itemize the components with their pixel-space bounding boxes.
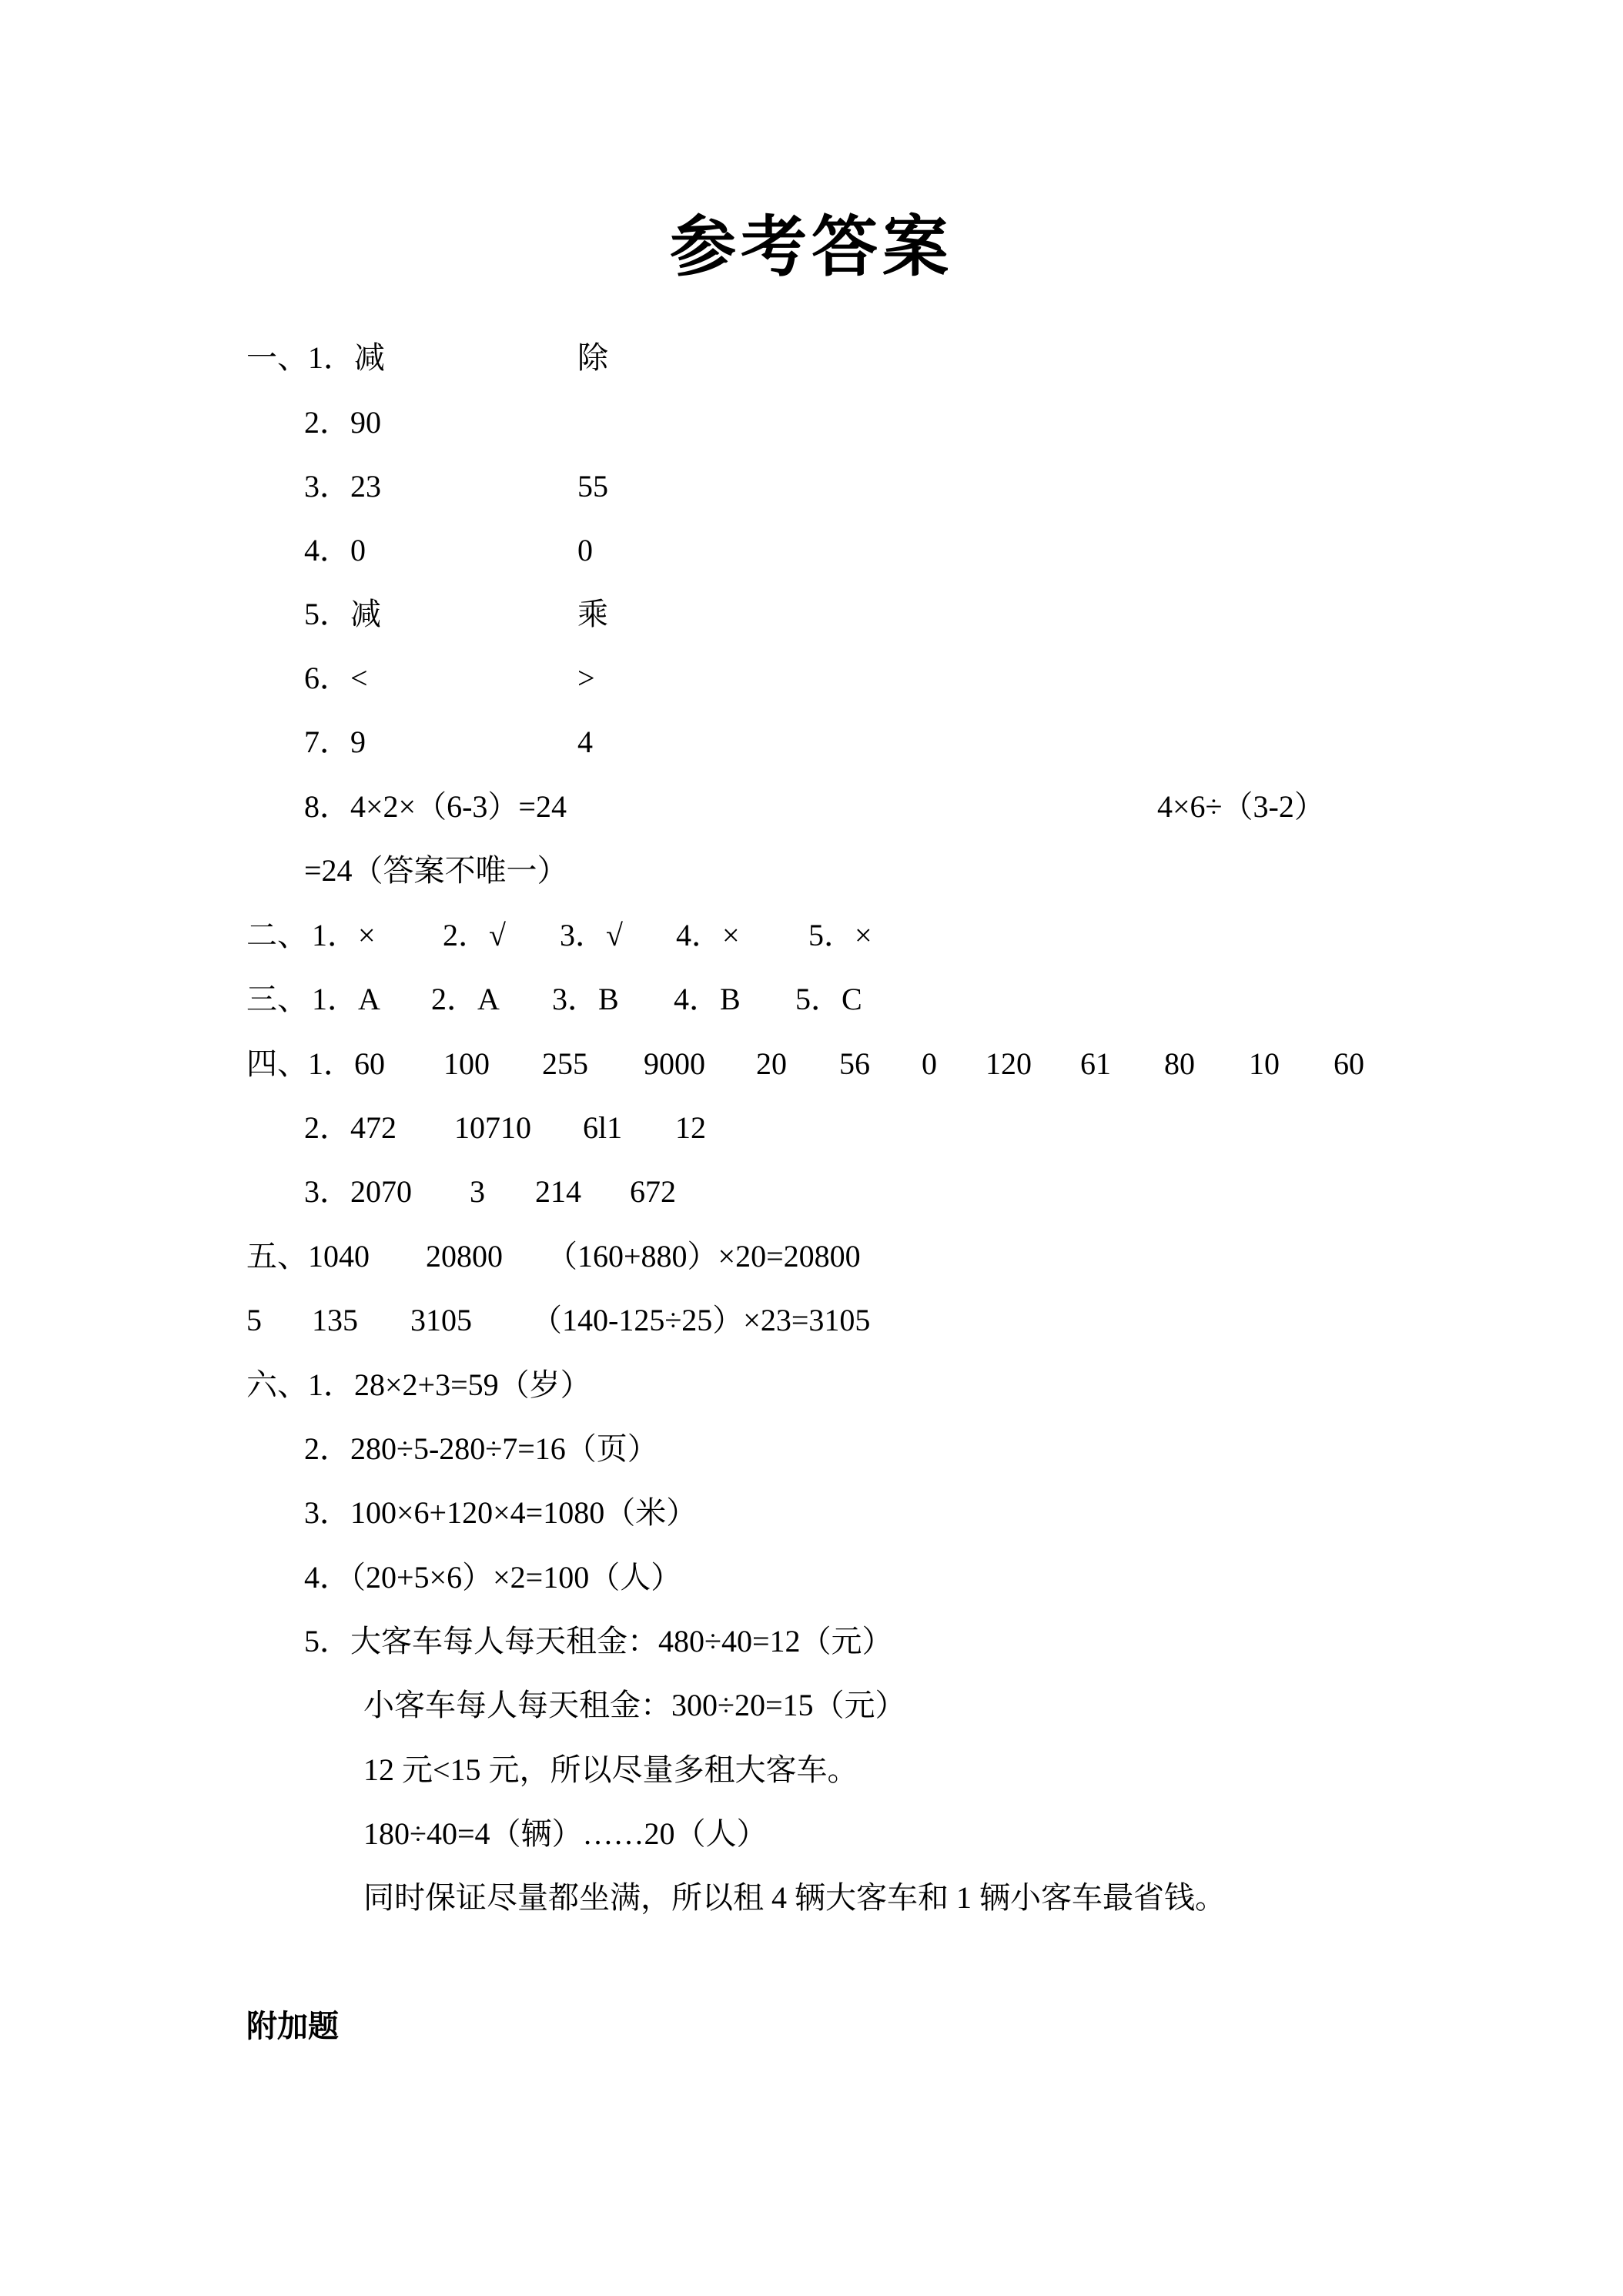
answer-cell: 20800 xyxy=(426,1239,503,1274)
answer-cell: 2．90 xyxy=(304,405,381,440)
answer-cell: 80 xyxy=(1164,1046,1195,1081)
answer-cell: 5 xyxy=(246,1303,262,1337)
answer-cell: 3．23 xyxy=(304,469,381,504)
answer-cell: 7．9 xyxy=(304,725,366,759)
answer-cell: 10710 xyxy=(454,1110,531,1145)
answer-cell: 5．C xyxy=(795,982,862,1016)
answer-cell: 1．A xyxy=(312,982,380,1016)
answer-cell: 10 xyxy=(1249,1046,1280,1081)
answer-line-6-5c: 12 元<15 元，所以尽量多租大客车。 xyxy=(363,1752,858,1787)
answer-line-6-4: 4．（20+5×6）×2=100（人） xyxy=(304,1560,682,1595)
answer-cell: 120 xyxy=(986,1046,1032,1081)
answer-cell: 6．< xyxy=(304,661,368,695)
answer-cell: 3．B xyxy=(552,982,619,1016)
answer-cell: 除 xyxy=(577,340,608,375)
extra-heading: 附加题 xyxy=(246,2009,339,2044)
answer-cell: 55 xyxy=(577,469,608,504)
answer-line-6-5b: 小客车每人每天租金：300÷20=15（元） xyxy=(363,1688,906,1722)
section-prefix: 三、 xyxy=(246,982,308,1016)
answer-cell: 4×6÷（3-2） xyxy=(1157,789,1325,824)
answer-cell: > xyxy=(577,661,595,695)
answer-cell: 3．√ xyxy=(560,918,623,952)
answer-cell: 4．× xyxy=(676,918,740,952)
answer-cell: 4．B xyxy=(674,982,741,1016)
answer-cell: 五、1040 xyxy=(246,1239,370,1274)
answer-cell: 255 xyxy=(542,1046,588,1081)
answer-line-6-1: 六、1．28×2+3=59（岁） xyxy=(246,1367,591,1402)
answer-cell: 1．× xyxy=(312,918,376,952)
section-prefix: 二、 xyxy=(246,918,308,952)
answer-cell: 2．A xyxy=(431,982,500,1016)
answer-cell: 61 xyxy=(1080,1046,1111,1081)
answer-line-6-5d: 180÷40=4（辆）……20（人） xyxy=(363,1816,768,1851)
answer-cell: 8．4×2×（6-3）=24 xyxy=(304,789,567,824)
answer-cell: 一、1．减 xyxy=(246,340,385,375)
answer-line-6-5: 5．大客车每人每天租金：480÷40=12（元） xyxy=(304,1624,893,1658)
page-title: 参考答案 xyxy=(670,209,953,286)
answer-cell: 4 xyxy=(577,725,593,759)
answer-cell: 60 xyxy=(1334,1046,1364,1081)
answer-line-6-2: 2．280÷5-280÷7=16（页） xyxy=(304,1431,658,1466)
answer-cell: 214 xyxy=(535,1174,581,1209)
answer-cell: 6l1 xyxy=(583,1110,623,1145)
answer-cell: 四、1．60 xyxy=(246,1046,385,1081)
answer-cell: 9000 xyxy=(644,1046,705,1081)
answer-cell: 135 xyxy=(312,1303,358,1337)
answer-cell: 5．减 xyxy=(304,597,381,631)
answer-cell: 100 xyxy=(443,1046,490,1081)
answer-cell: 乘 xyxy=(577,597,608,631)
answer-cell: 2．472 xyxy=(304,1110,397,1145)
answer-cell: 5．× xyxy=(808,918,872,952)
answer-cell: 3 xyxy=(470,1174,485,1209)
answer-cell: 0 xyxy=(577,533,593,567)
answer-cell: （160+880）×20=20800 xyxy=(547,1239,861,1274)
answer-line-6-3: 3．100×6+120×4=1080（米） xyxy=(304,1495,698,1530)
answer-cell: 0 xyxy=(922,1046,937,1081)
answer-cell: 672 xyxy=(630,1174,676,1209)
answer-cell: 12 xyxy=(675,1110,706,1145)
answer-cell: 3．2070 xyxy=(304,1174,412,1209)
answer-cell: （140-125÷25）×23=3105 xyxy=(531,1303,871,1337)
answer-cell: 2．√ xyxy=(443,918,506,952)
answer-cell: 4．0 xyxy=(304,533,366,567)
answer-cell: 3105 xyxy=(410,1303,472,1337)
answer-cell: 20 xyxy=(756,1046,787,1081)
answer-line-6-5e: 同时保证尽量都坐满，所以租 4 辆大客车和 1 辆小客车最省钱。 xyxy=(363,1880,1226,1915)
answer-cell: 56 xyxy=(839,1046,870,1081)
answer-cell: =24（答案不唯一） xyxy=(304,853,568,888)
